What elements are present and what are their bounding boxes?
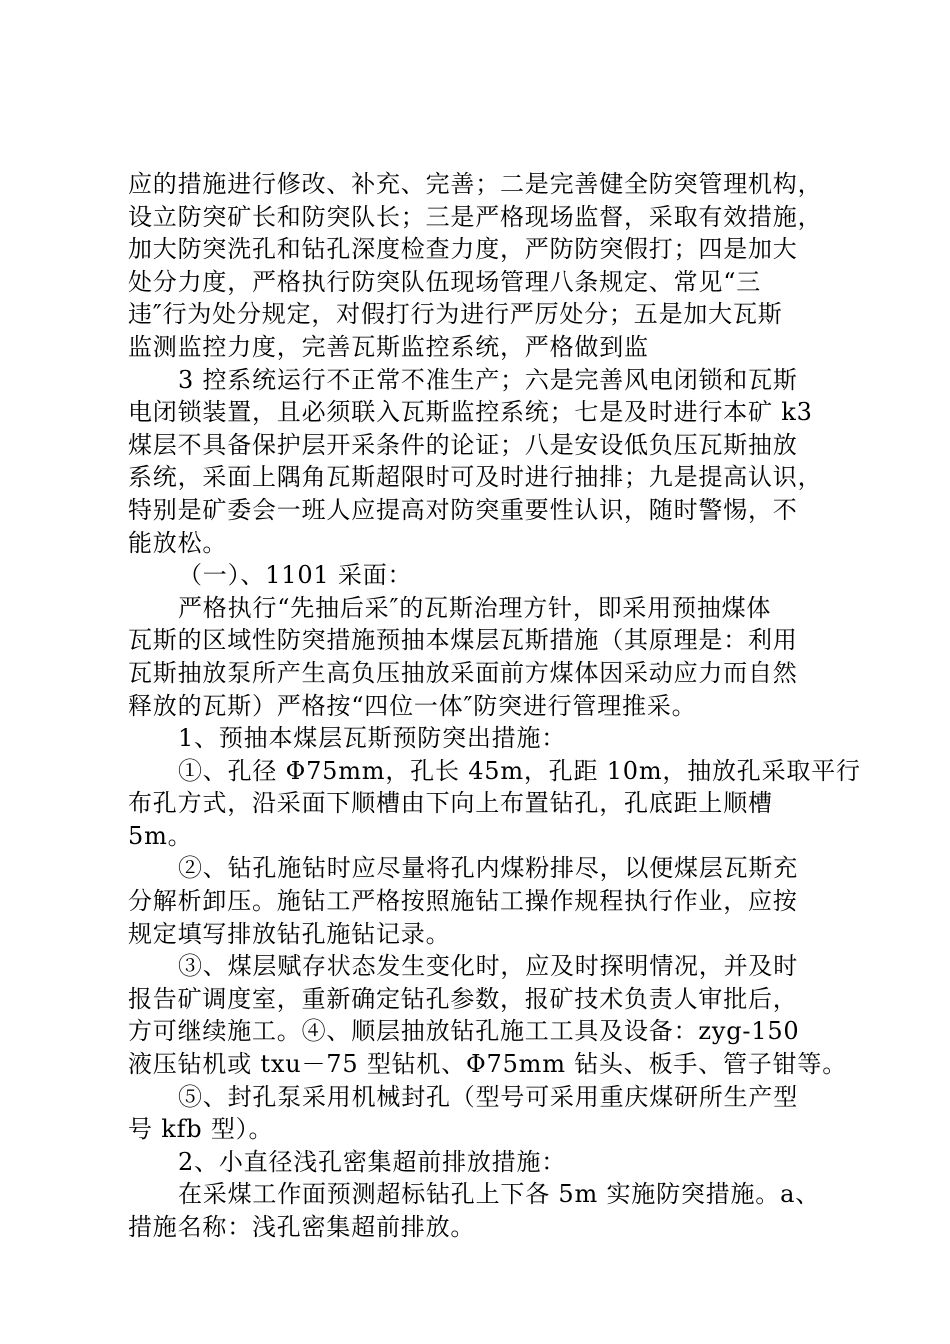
text-line: 能放松。 bbox=[128, 528, 228, 557]
text-line: 方可继续施工。④、顺层抽放钻孔施工工具及设备：zyg-150 bbox=[128, 1017, 800, 1046]
text-line: ①、孔径 Φ75mm，孔长 45m，孔距 10m，抽放孔采取平行 bbox=[178, 756, 861, 785]
text-line: 布孔方式，沿采面下顺槽由下向上布置钻孔，孔底距上顺槽 bbox=[128, 789, 773, 818]
text-line: 措施名称：浅孔密集超前排放。 bbox=[128, 1213, 476, 1241]
text-line: 系统，采面上隅角瓦斯超限时可及时进行抽排；九是提高认识， bbox=[128, 463, 823, 492]
text-line: 处分力度，严格执行防突队伍现场管理八条规定、常见“三 bbox=[128, 267, 762, 296]
text-line: 设立防突矿长和防突队长；三是严格现场监督，采取有效措施， bbox=[128, 202, 823, 231]
text-line: 3 控系统运行不正常不准生产；六是完善风电闭锁和瓦斯 bbox=[178, 365, 798, 394]
text-line: 加大防突洗孔和钻孔深度检查力度，严防防突假打；四是加大 bbox=[128, 235, 798, 264]
text-line: 瓦斯抽放泵所产生高负压抽放采面前方煤体因采动应力而自然 bbox=[128, 658, 798, 687]
text-line: 应的措施进行修改、补充、完善；二是完善健全防突管理机构， bbox=[128, 170, 823, 198]
document-body bbox=[128, 168, 861, 1244]
text-line: 号 kfb 型）。 bbox=[128, 1115, 274, 1144]
subsection-heading: 1、预抽本煤层瓦斯预防突出措施： bbox=[178, 724, 567, 753]
text-line: 违″行为处分规定，对假打行为进行严厉处分；五是加大瓦斯 bbox=[128, 300, 783, 329]
text-line: 5m。 bbox=[128, 821, 193, 850]
text-line: ②、钻孔施钻时应尽量将孔内煤粉排尽，以便煤层瓦斯充 bbox=[178, 854, 798, 883]
subsection-heading: 2、小直径浅孔密集超前排放措施： bbox=[178, 1147, 567, 1176]
text-line: 电闭锁装置，且必须联入瓦斯监控系统；七是及时进行本矿 k3 bbox=[128, 398, 813, 427]
text-line: 报告矿调度室，重新确定钻孔参数，报矿技术负责人审批后， bbox=[128, 984, 798, 1013]
text-line: 特别是矿委会一班人应提高对防突重要性认识，随时警惕，不 bbox=[128, 495, 798, 524]
section-heading: （一）、1101 采面： bbox=[178, 561, 413, 590]
text-line: 监测监控力度，完善瓦斯监控系统，严格做到监 bbox=[128, 332, 649, 361]
text-line: ⑤、封孔泵采用机械封孔（型号可采用重庆煤研所生产型 bbox=[178, 1082, 798, 1111]
text-line: 瓦斯的区域性防突措施预抽本煤层瓦斯措施（其原理是：利用 bbox=[128, 626, 798, 655]
text-line: 液压钻机或 txu－75 型钻机、Φ75mm 钻头、板手、管子钳等。 bbox=[128, 1050, 847, 1079]
text-line: 分解析卸压。施钻工严格按照施钻工操作规程执行作业，应按 bbox=[128, 887, 798, 916]
text-line: 煤层不具备保护层开采条件的论证；八是安设低负压瓦斯抽放 bbox=[128, 430, 798, 459]
text-line: 释放的瓦斯）严格按“四位一体″防突进行管理推采。 bbox=[128, 691, 697, 720]
text-line: 严格执行“先抽后采″的瓦斯治理方针，即采用预抽煤体 bbox=[178, 593, 772, 622]
text-line: ③、煤层赋存状态发生变化时，应及时探明情况，并及时 bbox=[178, 952, 798, 981]
text-line: 在采煤工作面预测超标钻孔上下各 5m 实施防突措施。a、 bbox=[178, 1180, 820, 1209]
text-line: 规定填写排放钻孔施钻记录。 bbox=[128, 919, 451, 948]
